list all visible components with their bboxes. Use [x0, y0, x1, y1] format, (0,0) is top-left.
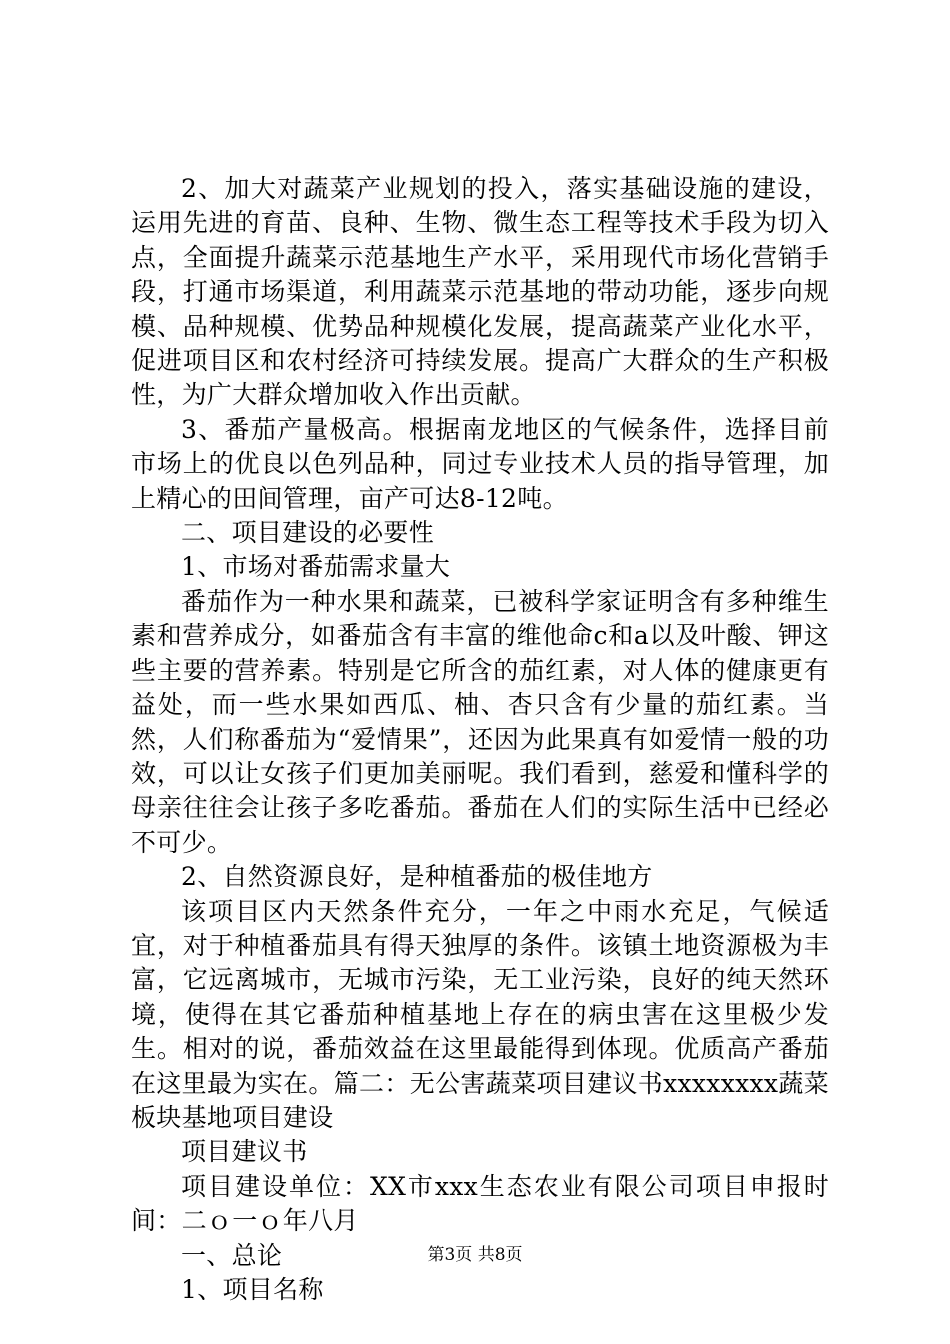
paragraph-applicant: 项目建设单位：XX市xxx生态农业有限公司项目申报时间：二ｏ一ｏ年八月: [131, 1171, 829, 1236]
subheading-market-demand: 1、市场对番茄需求量大: [181, 552, 451, 582]
section-heading-overview: 一、总论: [181, 1240, 283, 1270]
heading-proposal: 项目建议书: [181, 1137, 308, 1167]
paragraph-tomato-yield: 3、番茄产量极高。根据南龙地区的气候条件，选择目前市场上的优良以色列品种，同过专业技术人员的指导管理，加上精心的田间管理，亩产可达8-12吨。: [131, 414, 829, 513]
paragraph-investment: 2、加大对蔬菜产业规划的投入，落实基础设施的建设，运用先进的育苗、良种、生物、微生态工程等技术手段为切入点，全面提升蔬菜示范基地生产水平，采用现代市场化营销手段，打通市场渠道，利用蔬菜示范基地的带动功能，逐步向规模、品种规模、优势品种规模化发展，提高蔬菜产业化水平，促进项目区和农村经济可持续发展。提高广大群众的生产积极性，为广大群众增加收入作出贡献。: [131, 174, 829, 410]
subheading-project-name: 1、项目名称: [181, 1275, 324, 1304]
subheading-natural-resources: 2、自然资源良好，是种植番茄的极佳地方: [181, 862, 653, 892]
document-body: [131, 172, 829, 1307]
paragraph-natural-conditions: 该项目区内天然条件充分，一年之中雨水充足，气候适宜，对于种植番茄具有得天独厚的条件。该镇土地资源极为丰富，它远离城市，无城市污染，无工业污染，良好的纯天然环境，使得在其它番茄种植基地上存在的病虫害在这里极少发生。相对的说，番茄效益在这里最能得到体现。优质高产番茄在这里最为实在。篇二：无公害蔬菜项目建议书xxxxxxxx蔬菜板块基地项目建设: [131, 896, 829, 1132]
page-footer: 第3页 共8页: [427, 1245, 523, 1265]
paragraph-tomato-nutrition: 番茄作为一种水果和蔬菜，已被科学家证明含有多种维生素和营养成分，如番茄含有丰富的维他命c和a以及叶酸、钾这些主要的营养素。特别是它所含的茄红素，对人体的健康更有益处，而一些水果如西瓜、柚、杏只含有少量的茄红素。当然，人们称番茄为“爱情果”，还因为此果真有如爱情一般的功效，可以让女孩子们更加美丽呢。我们看到，慈爱和懂科学的母亲往往会让孩子多吃番茄。番茄在人们的实际生活中已经必不可少。: [131, 586, 829, 857]
section-heading-necessity: 二、项目建设的必要性: [181, 518, 435, 548]
